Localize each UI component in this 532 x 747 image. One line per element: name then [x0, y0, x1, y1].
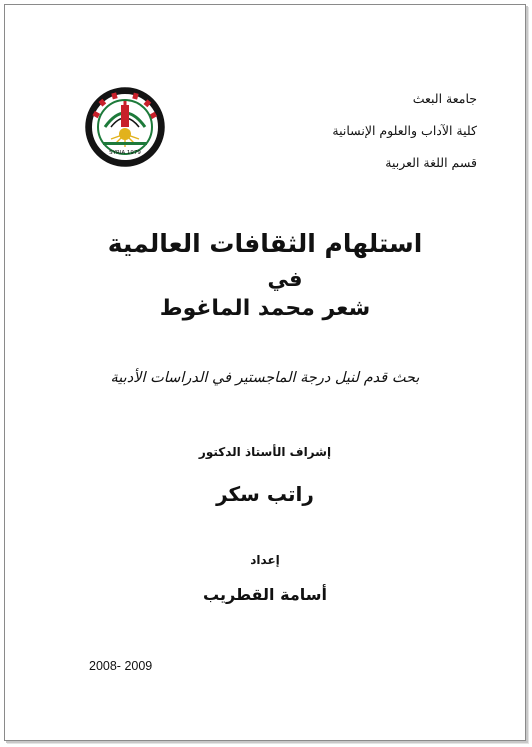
thesis-title-line3: شعر محمد الماغوط: [159, 296, 371, 321]
seal-motto: SYRIA 1979: [109, 150, 141, 156]
faculty-name: كلية الآداب والعلوم الإنسانية: [332, 123, 477, 138]
author-name: أسامة القطريب: [203, 585, 327, 604]
supervisor-name: راتب سكر: [216, 482, 314, 506]
university-seal-logo: [85, 87, 165, 167]
university-name: جامعة البعث: [412, 91, 477, 106]
supervisor-label: إشراف الأستاذ الدكتور: [198, 445, 332, 459]
thesis-title-line1: استلهام الثقافات العالمية: [107, 229, 423, 258]
thesis-title-line2: في: [267, 267, 303, 291]
academic-year: 2008- 2009: [89, 659, 153, 673]
department-name: قسم اللغة العربية: [385, 155, 477, 170]
page-frame: [4, 4, 526, 741]
thesis-subtitle: بحث قدم لنيل درجة الماجستير في الدراسات الأدبية: [110, 370, 420, 386]
institution-block: [217, 83, 477, 179]
prepared-by-label: إعداد: [250, 553, 280, 567]
